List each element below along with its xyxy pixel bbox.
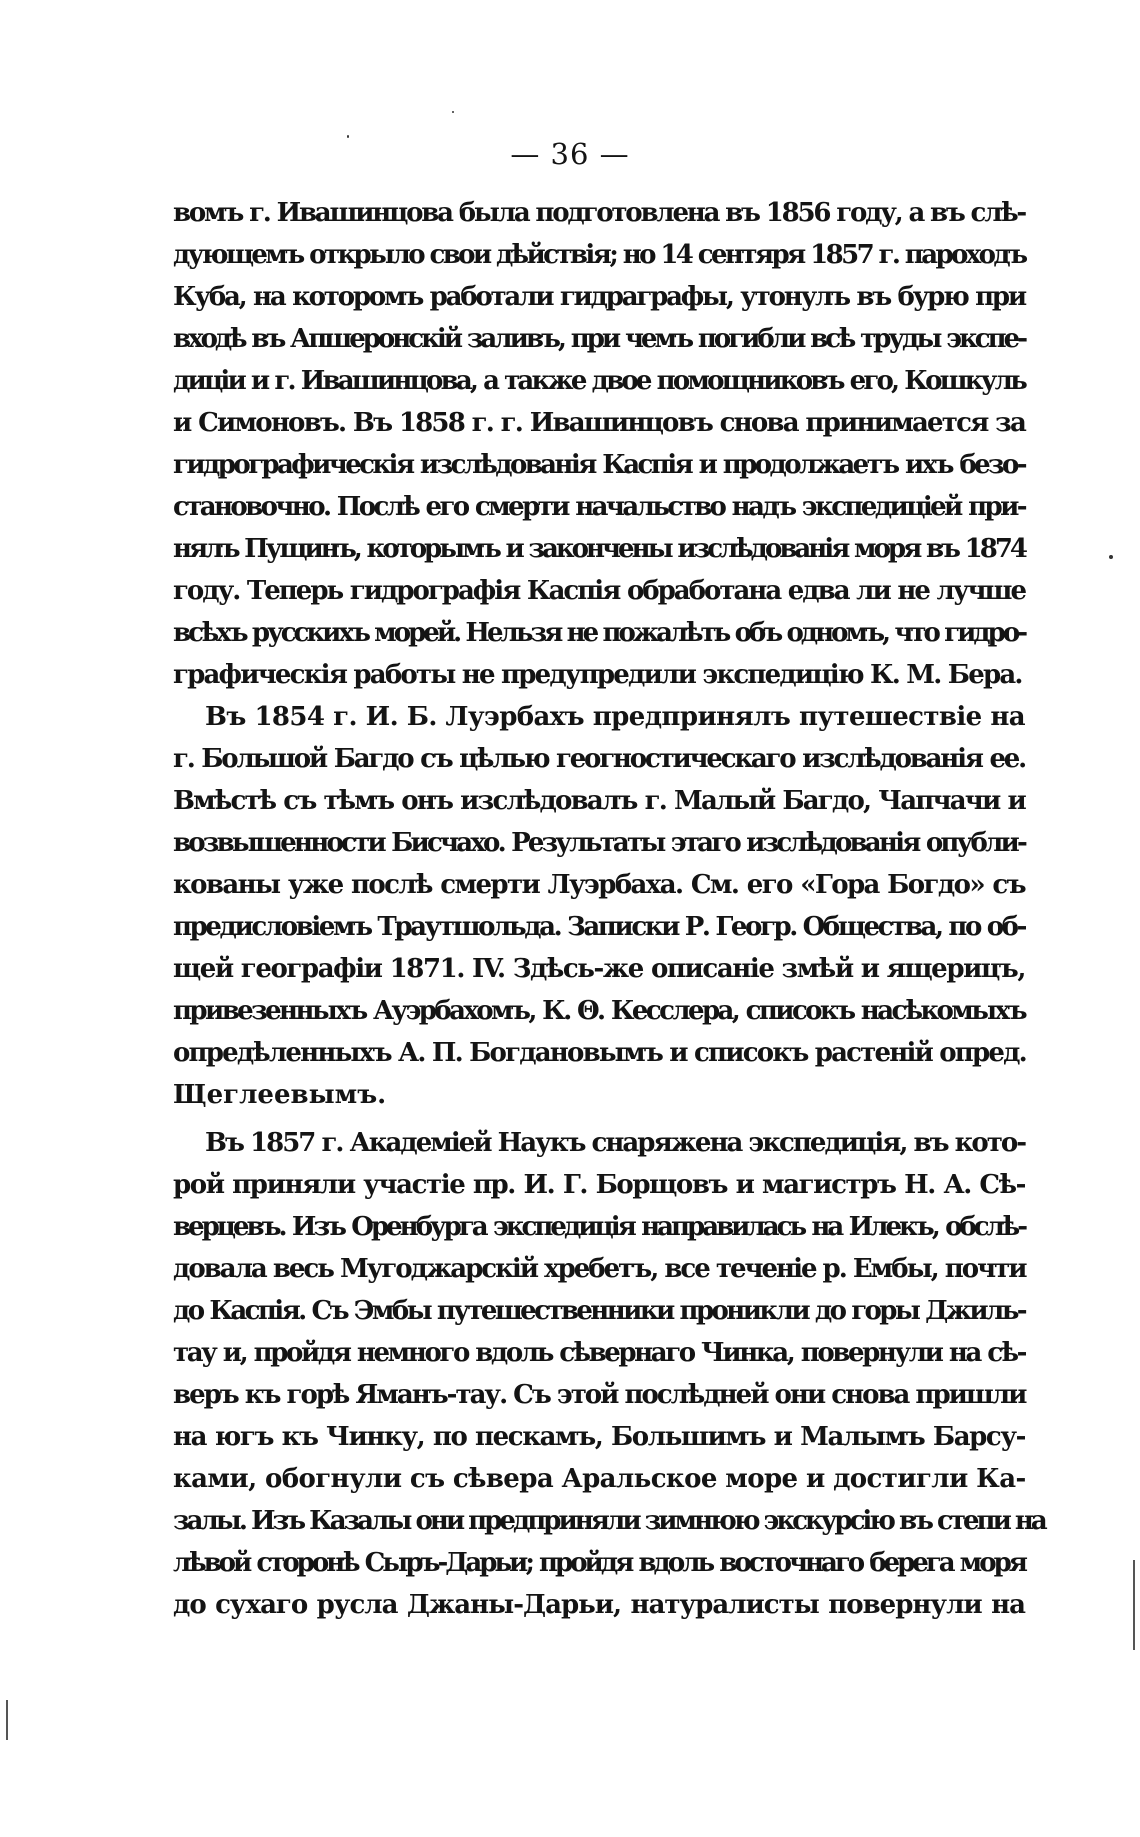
text-line: вомъ г. Ивашинцова была подготовлена въ 1856 году, а въ слѣ- — [173, 198, 1025, 228]
text-line: нялъ Пущинъ, которымъ и закончены изслѣдованія моря въ 1874 — [173, 534, 1025, 564]
text-line: и Симоновъ. Въ 1858 г. г. Ивашинцовъ снова принимается за — [173, 408, 1025, 438]
scan-edge-mark — [1133, 1560, 1135, 1650]
text-line: Вмѣстѣ съ тѣмъ онъ изслѣдовалъ г. Малый Багдо, Чапчачи и — [173, 786, 1025, 816]
text-line: становочно. Послѣ его смерти начальство надъ экспедиціей при- — [173, 492, 1025, 522]
text-line: году. Теперь гидрографія Каспія обработана едва ли не лучше — [173, 576, 1025, 606]
text-line: дующемъ открыло свои дѣйствія; но 14 сентяря 1857 г. пароходъ — [173, 240, 1026, 270]
text-line: Въ 1854 г. И. Б. Луэрбахъ предпринялъ путешествіе на — [205, 702, 1025, 732]
text-line: щей географіи 1871. IV. Здѣсь-же описаніе змѣй и ящерицъ, — [173, 954, 1025, 984]
text-line: до сухаго русла Джаны-Дарьи, натуралисты повернули на — [173, 1590, 1025, 1620]
text-line: веръ къ горѣ Яманъ-тау. Съ этой послѣдней они снова пришли — [173, 1380, 1026, 1410]
text-line: залы. Изъ Казалы они предприняли зимнюю экскурсію въ степи на — [173, 1506, 1045, 1536]
text-line: Въ 1857 г. Академіей Наукъ снаряжена экспедиція, въ кото- — [205, 1128, 1025, 1158]
text-line: Щеглеевымъ. — [173, 1080, 387, 1110]
scan-speck — [347, 135, 349, 138]
scan-speck — [452, 111, 454, 113]
text-line: г. Большой Багдо съ цѣлью геогностическаго изслѣдованія ее. — [173, 744, 1025, 774]
text-line: ками, обогнули съ сѣвера Аральское море и достигли Ка- — [173, 1464, 1026, 1494]
text-line: на югъ къ Чинку, по пескамъ, Большимъ и Малымъ Барсу- — [173, 1422, 1025, 1452]
text-line: графическія работы не предупредили экспедицію К. М. Бера. — [173, 660, 1022, 690]
text-line: диціи и г. Ивашинцова, а также двое помощниковъ его, Кошкуль — [173, 366, 1025, 396]
text-line: входѣ въ Апшеронскій заливъ, при чемъ погибли всѣ труды экспе- — [173, 324, 1025, 354]
text-line: привезенныхъ Ауэрбахомъ, К. Θ. Кесслера, списокъ насѣкомыхъ — [173, 996, 1025, 1026]
text-line: довала весь Мугоджарскій хребетъ, все теченіе р. Ембы, почти — [173, 1254, 1026, 1284]
text-line: предисловіемъ Траутшольда. Записки Р. Геогр. Общества, по об- — [173, 912, 1025, 942]
text-line: гидрографическія изслѣдованія Каспія и продолжаетъ ихъ безо- — [173, 450, 1025, 480]
text-line: до Каспія. Съ Эмбы путешественники проникли до горы Джиль- — [173, 1296, 1025, 1326]
text-line: кованы уже послѣ смерти Луэрбаха. См. его «Гора Богдо» съ — [173, 870, 1025, 900]
page-number: — 36 — — [510, 137, 630, 171]
scan-speck — [1109, 555, 1113, 559]
text-line: верцевъ. Изъ Оренбурга экспедиція направилась на Илекъ, обслѣ- — [173, 1212, 1025, 1242]
text-line: рой приняли участіе пр. И. Г. Борщовъ и магистръ Н. А. Сѣ- — [173, 1170, 1025, 1200]
text-line: тау и, пройдя немного вдоль сѣвернаго Чинка, повернули на сѣ- — [173, 1338, 1025, 1368]
text-line: лѣвой сторонѣ Сыръ-Дарьи; пройдя вдоль восточнаго берега моря — [173, 1548, 1025, 1578]
text-line: Куба, на которомъ работали гидраграфы, утонулъ въ бурю при — [173, 282, 1025, 312]
text-line: возвышенности Бисчахо. Результаты этаго изслѣдованія опубли- — [173, 828, 1025, 858]
text-line: всѣхъ русскихъ морей. Нельзя не пожалѣть объ одномъ, что гидро- — [173, 618, 1025, 648]
text-line: опредѣленныхъ А. П. Богдановымъ и списокъ растеній опред. — [173, 1038, 1026, 1068]
scan-edge-mark — [6, 1700, 8, 1740]
